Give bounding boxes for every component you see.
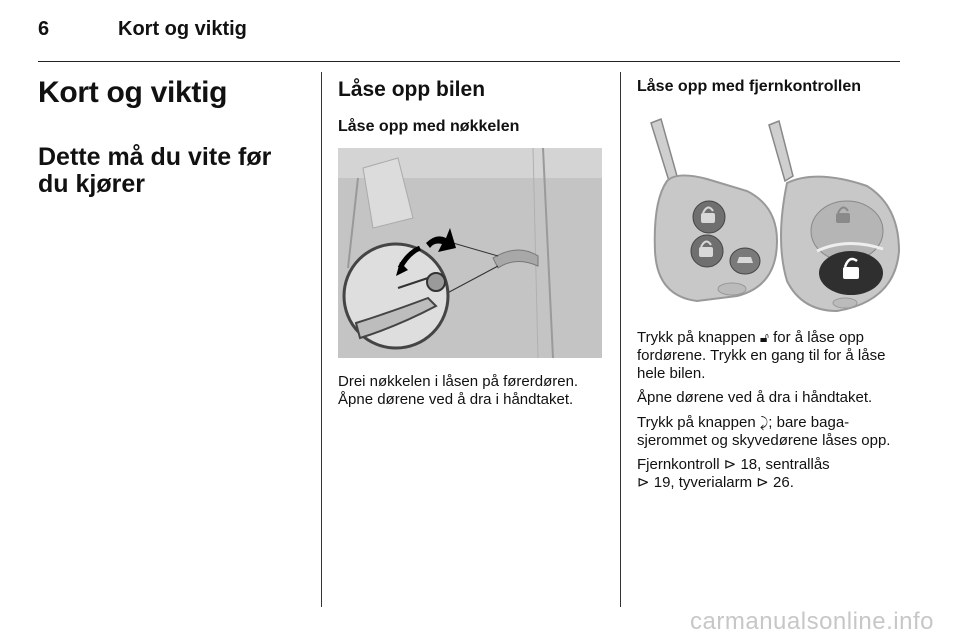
text-segment: Trykk på knappen: [637, 329, 756, 346]
key-unlock-subheading: Låse opp med nøkkelen: [338, 118, 520, 135]
link-remote-control[interactable]: 18, sentrallås: [740, 456, 830, 473]
remote-unlock-text: [637, 328, 905, 498]
paragraph-unlock-trunk: [637, 413, 905, 450]
column-divider-1: [321, 72, 322, 607]
section-subtitle: Dette må du vite før du kjører: [38, 143, 272, 198]
paragraph-unlock-front: [637, 328, 905, 383]
link-central-locking[interactable]: 19, tyverialarm: [653, 474, 753, 491]
page-number: 6: [38, 18, 50, 40]
column-2: [338, 78, 604, 408]
header-rule: [38, 61, 900, 62]
column-1: [38, 76, 308, 198]
ref-arrow-icon: ⊳: [637, 474, 650, 491]
column-3: [637, 78, 907, 491]
text-segment: Trykk på knappen: [637, 414, 756, 431]
ref-arrow-icon: ⊳: [723, 456, 737, 473]
remote-control-illustration: [637, 111, 901, 323]
text-segment: Fjernkontroll: [637, 456, 720, 473]
link-alarm[interactable]: 26.: [773, 474, 794, 491]
text-segment: ; bare bagasjerommet og skyvedørene låses opp.: [637, 414, 891, 449]
key-unlock-illustration: [338, 148, 602, 358]
column-divider-2: [620, 72, 621, 607]
trunk-icon: ⤸: [759, 414, 769, 430]
paragraph-references: [637, 456, 905, 492]
caption-line-2: Åpne dørene ved å dra i håndtaket.: [338, 391, 574, 408]
text-segment: for å låse opp fordørene. Trykk en gang til for å låse hele bilen.: [637, 329, 886, 382]
key-unlock-caption: [338, 373, 608, 409]
remote-unlock-heading: Låse opp med fjernkontrollen: [637, 78, 862, 95]
paragraph-open-doors: Åpne dørene ved å dra i håndtaket.: [637, 389, 873, 406]
caption-line-1: Drei nøkkelen i låsen på førerdøren.: [338, 373, 579, 390]
ref-arrow-icon: ⊳: [756, 474, 769, 491]
unlock-icon: 🔓︎: [759, 329, 769, 345]
watermark: carmanualsonline.info: [690, 608, 934, 635]
unlock-heading: Låse opp bilen: [338, 78, 486, 101]
section-title: Kort og viktig: [38, 76, 228, 109]
chapter-title: Kort og viktig: [118, 18, 247, 40]
